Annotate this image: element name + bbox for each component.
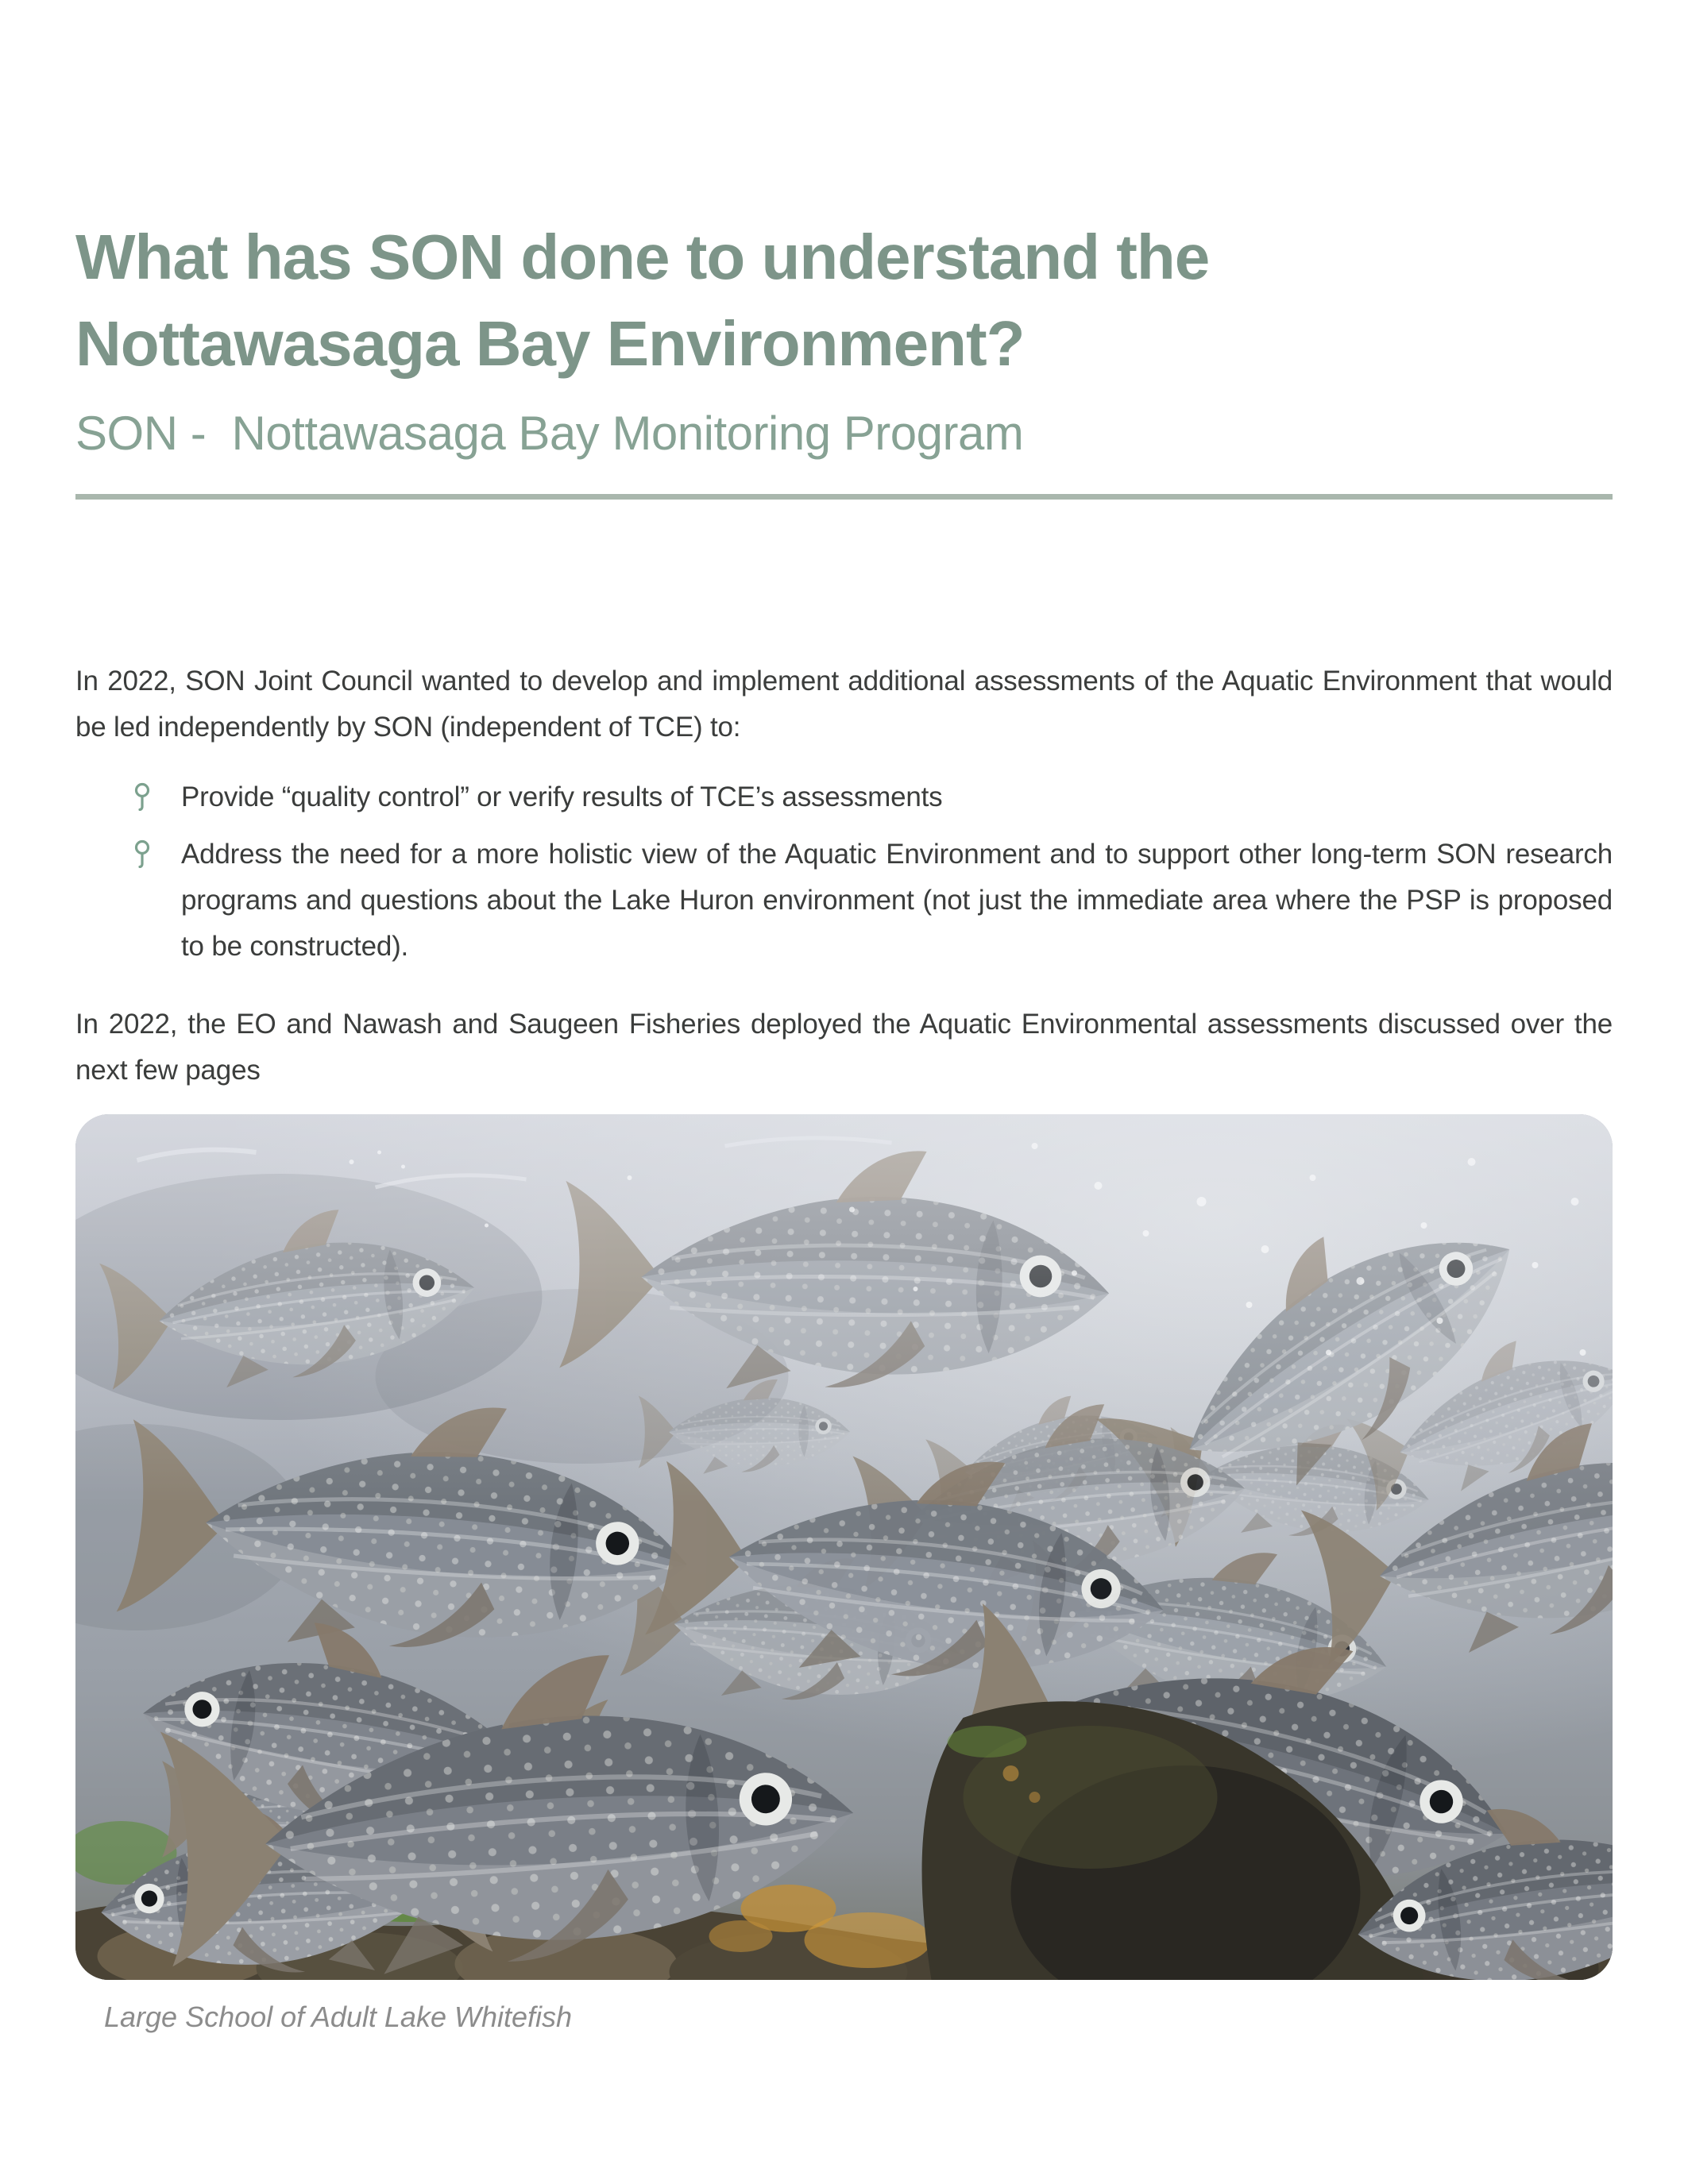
bullet-item — [75, 774, 1613, 820]
bullet-text: Provide “quality control” or verify results of TCE’s assessments — [181, 781, 943, 812]
photo-caption: Large School of Adult Lake Whitefish — [104, 2001, 573, 2034]
deployment-paragraph: In 2022, the EO and Nawash and Saugeen Fisheries deployed the Aquatic Environmental assessments discussed over the next few pages — [75, 1009, 1613, 1086]
bullet-list — [75, 774, 1613, 970]
bullet-text: Address the need for a more holistic view of the Aquatic Environment and to support other long-term SON research programs and questions about the Lake Huron environment (not just the immediate area where the PSP is proposed to be constructed). — [181, 838, 1613, 963]
page-title: What has SON done to understand the Nottawasaga Bay Environment? — [75, 222, 1210, 379]
whitefish-photo-illustration — [75, 1114, 1613, 1980]
water-haze — [75, 1114, 1613, 1980]
pin-bullet-icon — [133, 839, 152, 868]
title-divider — [75, 494, 1613, 500]
bullet-item — [75, 832, 1613, 970]
page-subtitle: SON - Nottawasaga Bay Monitoring Program — [75, 406, 1024, 460]
whitefish-photo — [75, 1114, 1613, 1980]
pin-bullet-icon — [133, 782, 152, 811]
photo-figure — [75, 1114, 1613, 2034]
page-content — [75, 0, 1613, 2034]
intro-paragraph: In 2022, SON Joint Council wanted to develop and implement additional assessments of the Aquatic Environment that would be led independently by SON (independent of TCE) to: — [75, 665, 1613, 743]
